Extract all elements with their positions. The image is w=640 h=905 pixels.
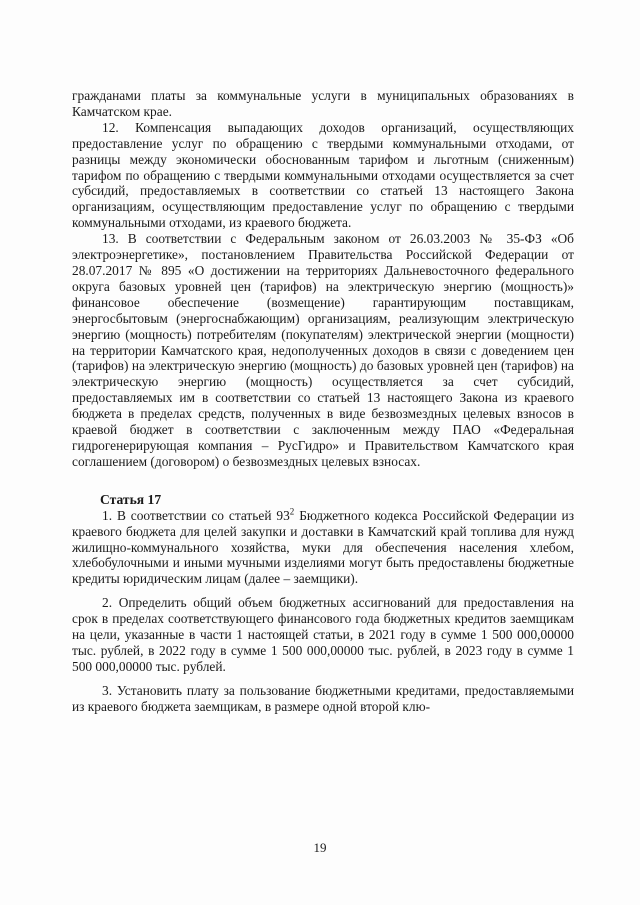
article-17-part-1 bbox=[72, 508, 574, 588]
article-17-part-2: 2. Определить общий объем бюджетных ассигнований для предоставления на срок в пределах соответствующего финансового года бюджетных кредитов заемщикам на цели, указанные в части 1 настоящей статьи, в 2021 году в сумме 1 500 000,00000 тыс. рублей, в 2022 году в сумме 1 500 000,00000 тыс. рублей, в 2023 году в сумме 1 500 000,00000 тыс. рублей. bbox=[72, 595, 574, 674]
paragraph-13: 13. В соответствии с Федеральным законом от 26.03.2003 № 35-ФЗ «Об электроэнергетике», постановлением Правительства Российской Федерации от 28.07.2017 № 895 «О достижении на территориях Дальневосточного федерального округа базовых уровней цен (тарифов) на электрическую энергию (мощность)» финансовое обеспечение (возмещение) гарантирующим поставщикам, энергосбытовым (энергоснабжающим) организациям, реализующим электрическую энергию (мощность) потребителям (покупателям) электрической энергии (мощности) на территории Камчатского края, недополученных доходов в связи с доведением цен (тарифов) на электрическую энергию (мощность) до базовых уровней цен (тарифов) на электрическую энергию (мощность) осуществляется за счет субсидий, предоставляемых им в соответствии со статьей 13 настоящего Закона из краевого бюджета в пределах средств, полученных в виде безвозмездных целевых взносов в краевой бюджет в соответствии с заключенным между ПАО «Федеральная гидрогенерирующая компания – РусГидро» и Правительством Камчатского края соглашением (договором) о безвозмездных целевых взносах. bbox=[72, 231, 574, 469]
page-number: 19 bbox=[313, 840, 327, 855]
paragraph-12: 12. Компенсация выпадающих доходов организаций, осуществляющих предоставление услуг по обращению с твердыми коммунальными отходами, от разницы между экономически обоснованным тарифом и льготным (сниженным) тарифом по обращению с твердыми коммунальными отходами осуществляется за счет субсидий, предоставляемых в соответствии со статьей 13 настоящего Закона организациям, осуществляющим предоставление услуг по обращению с твердыми коммунальными отходами, из краевого бюджета. bbox=[72, 119, 574, 231]
article-17-part-1-text-b: Бюджетного кодекса Российской Федерации из краевого бюджета для целей закупки и доставки в Камчатский край топлива для нужд жилищно-коммунального хозяйства, муки для обеспечения населения хлебом, хлебобулочными и иными мучными изделиями могут быть предоставлены бюджетные кредиты юридическим лицам (далее – заемщики). bbox=[72, 507, 575, 587]
article-17-part-3: 3. Установить плату за пользование бюджетными кредитами, предоставляемыми из краевого бюджета заемщикам, в размере одной второй клю- bbox=[72, 682, 574, 714]
document-body bbox=[72, 88, 574, 715]
article-17-part-1-text-a: 1. В соответствии со статьей 93 bbox=[102, 507, 290, 523]
article-number-superscript: 2 bbox=[289, 506, 295, 517]
paragraph-continuation: гражданами платы за коммунальные услуги в муниципальных образованиях в Камчатском крае. bbox=[72, 88, 574, 119]
article-17-heading: Статья 17 bbox=[100, 491, 162, 507]
